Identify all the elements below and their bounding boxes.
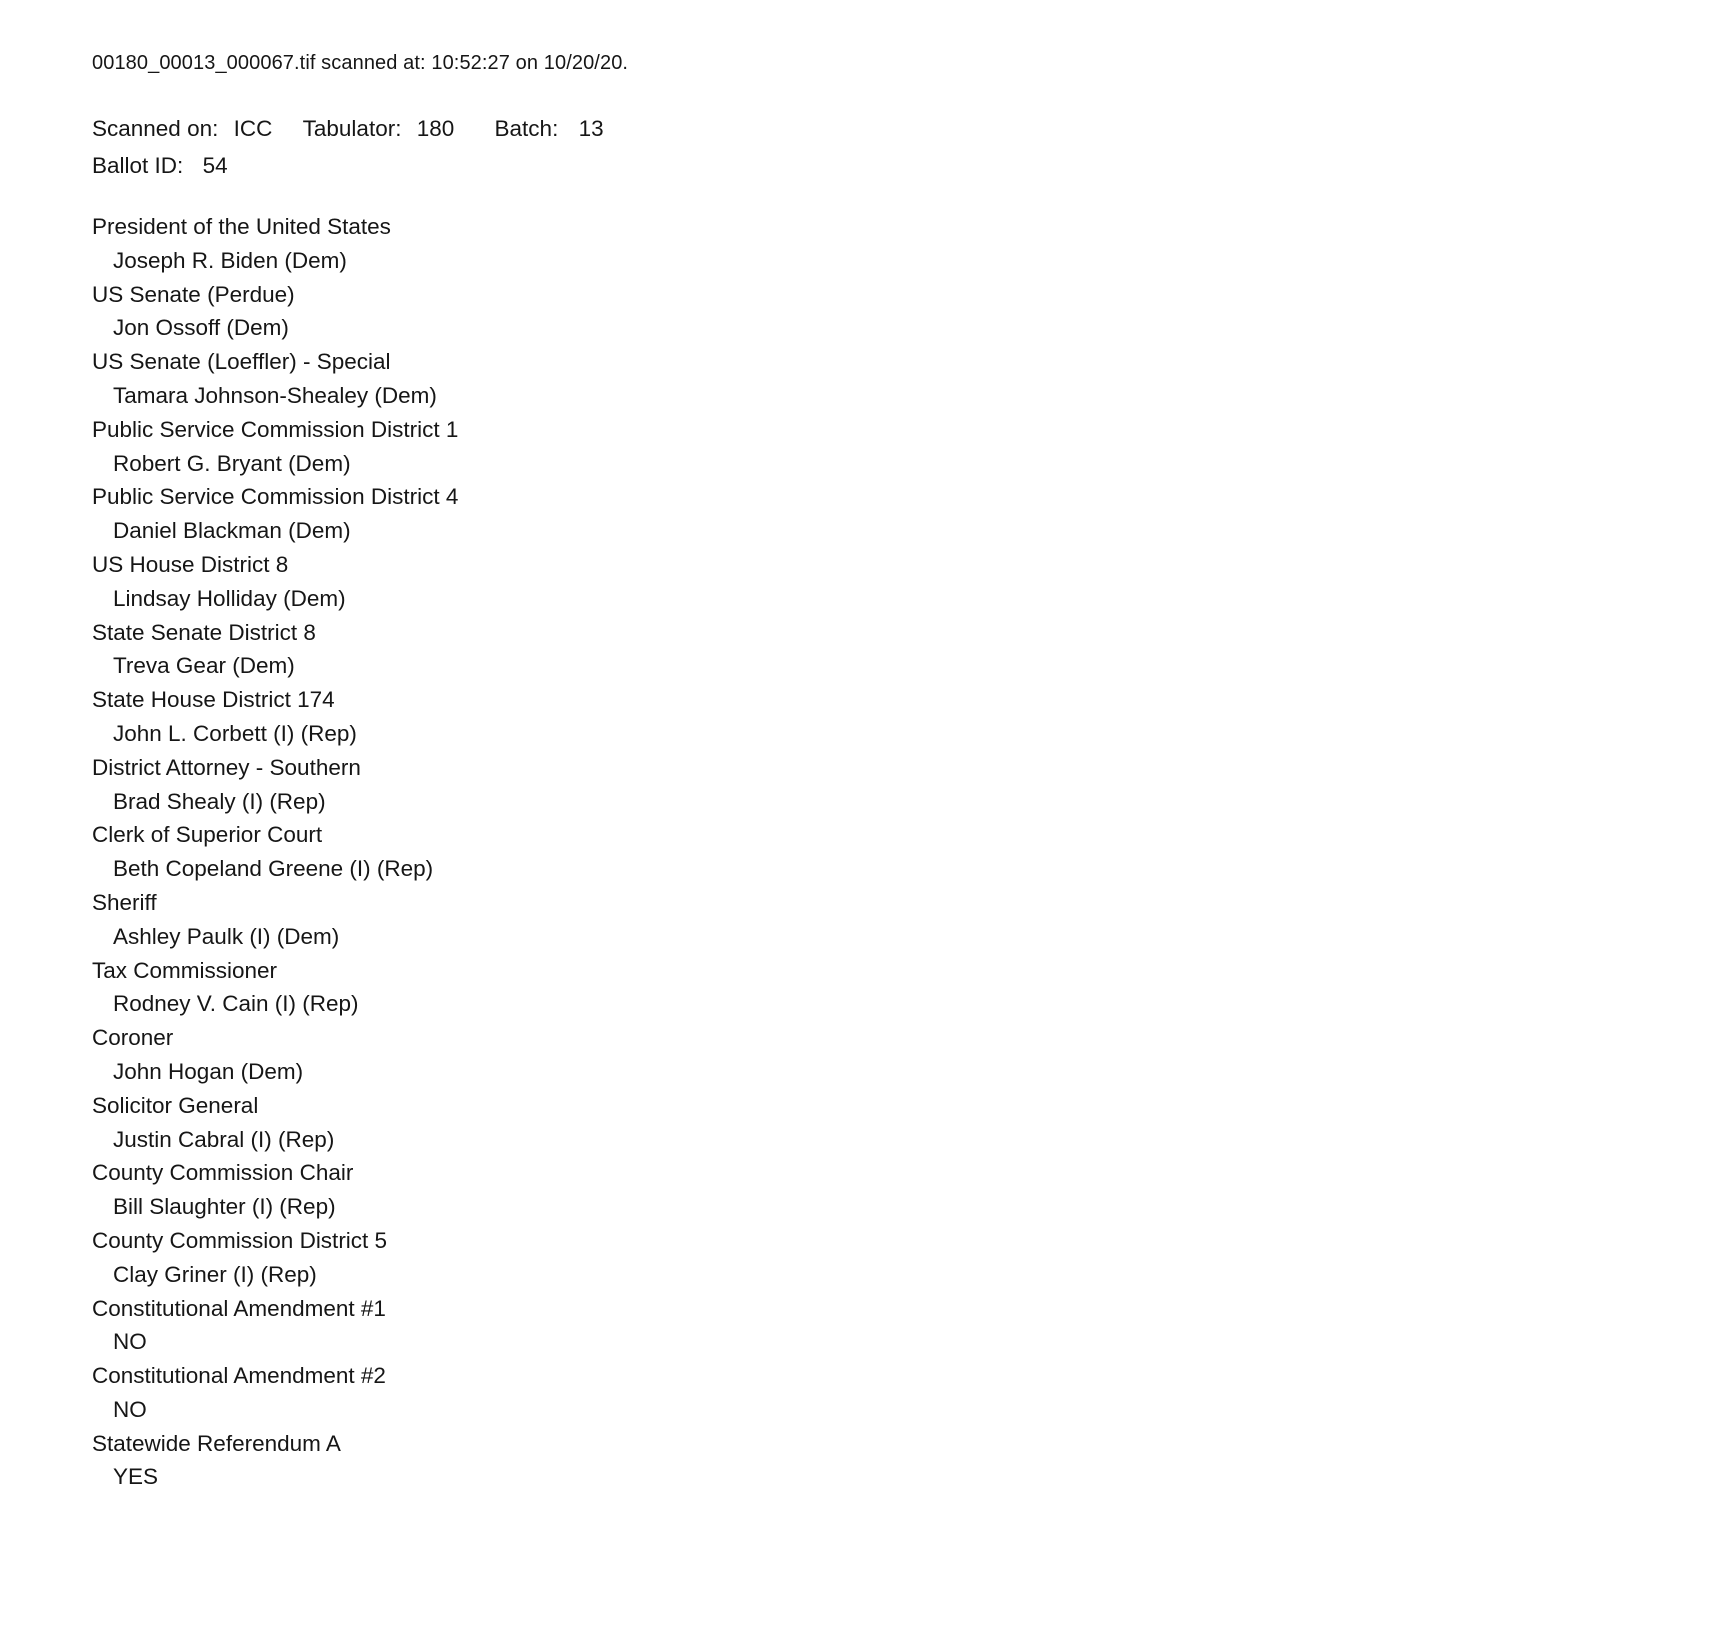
scanned-on-value: ICC	[233, 116, 273, 141]
contest-title: Tax Commissioner	[92, 957, 278, 983]
ballot-id-pair	[92, 147, 228, 184]
batch-label: Batch:	[494, 116, 559, 141]
contest-block	[92, 345, 1675, 413]
contest-selection: John Hogan (Dem)	[113, 1058, 304, 1084]
contest-selection: Clay Griner (I) (Rep)	[113, 1261, 317, 1287]
contest-title: Clerk of Superior Court	[92, 822, 323, 848]
contest-selection: Robert G. Bryant (Dem)	[113, 450, 351, 476]
contest-selection: Treva Gear (Dem)	[113, 653, 295, 679]
contest-selection: NO	[113, 1396, 147, 1422]
scan-metadata	[92, 110, 1675, 184]
contest-title: US Senate (Loeffler) - Special	[92, 349, 391, 375]
contest-selection: Justin Cabral (I) (Rep)	[113, 1126, 335, 1152]
scanned-on-pair	[92, 110, 272, 147]
contest-block	[92, 954, 1675, 1022]
contest-selection: NO	[113, 1329, 147, 1355]
contest-block	[92, 1292, 1675, 1360]
contest-selection: Ashley Paulk (I) (Dem)	[113, 923, 340, 949]
contest-title: State Senate District 8	[92, 619, 316, 645]
scanned-on-label: Scanned on:	[92, 116, 219, 141]
contest-selection: Tamara Johnson-Shealey (Dem)	[113, 382, 437, 408]
scan-filename-header: 00180_00013_000067.tif scanned at: 10:52:27 on 10/20/20.	[92, 52, 629, 74]
contest-selection: Beth Copeland Greene (I) (Rep)	[113, 856, 434, 882]
ballot-id-label: Ballot ID:	[92, 153, 184, 178]
contest-title: County Commission District 5	[92, 1227, 388, 1253]
contest-block	[92, 616, 1675, 684]
contest-selection: Daniel Blackman (Dem)	[113, 518, 351, 544]
batch-pair	[495, 110, 604, 147]
contest-selection: Bill Slaughter (I) (Rep)	[113, 1194, 336, 1220]
contest-title: Solicitor General	[92, 1092, 259, 1118]
contest-title: Public Service Commission District 1	[92, 416, 459, 442]
contest-block	[92, 751, 1675, 819]
contest-selection: YES	[113, 1464, 159, 1490]
contest-block	[92, 210, 1675, 278]
contest-selection: Rodney V. Cain (I) (Rep)	[113, 991, 359, 1017]
batch-value: 13	[578, 116, 604, 141]
contest-title: Public Service Commission District 4	[92, 484, 459, 510]
contest-block	[92, 548, 1675, 616]
contest-block	[92, 886, 1675, 954]
contest-selection: John L. Corbett (I) (Rep)	[113, 720, 357, 746]
contest-title: State House District 174	[92, 687, 335, 713]
contest-title: District Attorney - Southern	[92, 754, 361, 780]
tabulator-value: 180	[416, 116, 455, 141]
contest-selection: Jon Ossoff (Dem)	[113, 315, 289, 341]
scanner-info-line	[92, 110, 1675, 147]
contest-selection: Lindsay Holliday (Dem)	[113, 585, 346, 611]
tabulator-label: Tabulator:	[302, 116, 402, 141]
contest-selection: Brad Shealy (I) (Rep)	[113, 788, 326, 814]
contest-block	[92, 683, 1675, 751]
contest-block	[92, 818, 1675, 886]
contest-title: County Commission Chair	[92, 1160, 354, 1186]
contest-title: Constitutional Amendment #1	[92, 1295, 386, 1321]
contest-title: US House District 8	[92, 551, 289, 577]
contest-title: US Senate (Perdue)	[92, 281, 295, 307]
contest-title: Constitutional Amendment #2	[92, 1363, 386, 1389]
contest-block	[92, 413, 1675, 481]
ballot-id-value: 54	[202, 153, 228, 178]
contest-block	[92, 1224, 1675, 1292]
contest-block	[92, 278, 1675, 346]
contest-title: Coroner	[92, 1025, 174, 1051]
contest-block	[92, 1156, 1675, 1224]
contest-block	[92, 480, 1675, 548]
contest-block	[92, 1359, 1675, 1427]
contest-results-list	[92, 210, 1675, 1494]
contest-title: Statewide Referendum A	[92, 1430, 341, 1456]
contest-selection: Joseph R. Biden (Dem)	[113, 247, 347, 273]
contest-title: Sheriff	[92, 889, 157, 915]
contest-block	[92, 1089, 1675, 1157]
contest-block	[92, 1021, 1675, 1089]
ballot-id-line	[92, 147, 1675, 184]
contest-title: President of the United States	[92, 214, 391, 239]
contest-block	[92, 1427, 1675, 1495]
tabulator-pair	[303, 110, 455, 147]
